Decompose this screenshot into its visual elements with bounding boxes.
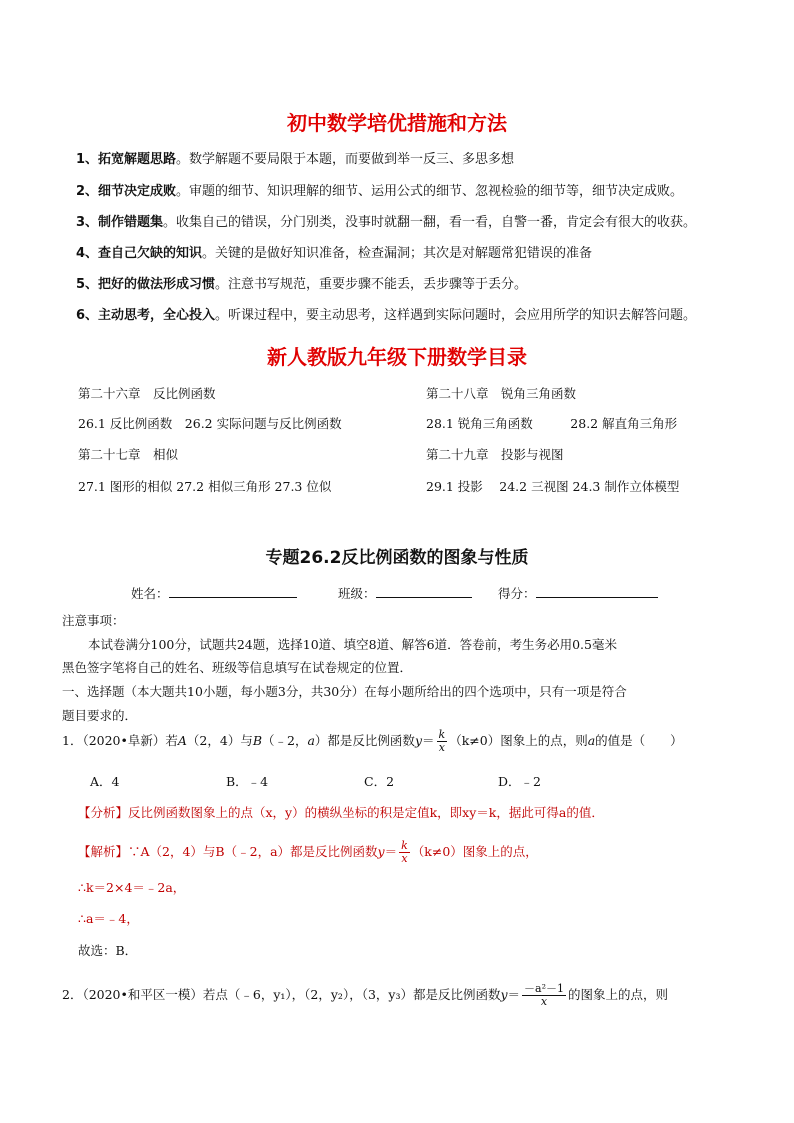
toc-sections: 29.1 投影 24.2 三视图 24.3 制作立体模型 <box>426 479 680 494</box>
score-blank[interactable] <box>536 585 658 598</box>
answer-text: 故选：B． <box>78 943 138 958</box>
tip-item: 5、把好的做法形成习惯。注意书写规范，重要步骤不能丢，丢步骤等于丢分。 <box>76 277 528 292</box>
fraction-k-over-x: $\frac{k}{x}$ <box>438 728 446 754</box>
tip-item: 6、主动思考，全心投入。听课过程中，要主动思考，这样遇到实际问题时，会应用所学的知识去解答问题。 <box>76 308 697 323</box>
option-b[interactable]: B．﹣4 <box>226 774 269 789</box>
fraction-k-over-x: $\frac{k}{x}$ <box>401 839 408 865</box>
notice-text: 本试卷满分100分，试题共24题，选择10道、填空8道、解答6道．答卷前，考生务必用0.5毫米 <box>88 637 617 652</box>
toc-chapter: 第二十六章 反比例函数 <box>78 386 216 401</box>
question-1-stem: 1．（2020•阜新）若A（2，4）与B（﹣2，a）都是反比例函数y＝ $\frac{k}{x}$ （k≠0）图象上的点，则a的值是（ ） <box>62 728 683 754</box>
score-field[interactable] <box>498 584 658 602</box>
toc-sections: 26.1 反比例函数 26.2 实际问题与反比例函数 <box>78 416 342 431</box>
option-a[interactable]: A．4 <box>90 774 120 789</box>
exam-title: 专题26.2反比例函数的图象与性质 <box>265 548 529 568</box>
solution-step: ∴k＝2×4＝﹣2a， <box>78 880 186 895</box>
toc-sections: 27.1 图形的相似 27.2 相似三角形 27.3 位似 <box>78 479 332 494</box>
class-blank[interactable] <box>376 585 472 598</box>
name-blank[interactable] <box>169 585 297 598</box>
page-title: 初中数学培优措施和方法 <box>287 111 507 135</box>
toc-chapter: 第二十八章 锐角三角函数 <box>426 386 577 401</box>
tip-item: 4、查自己欠缺的知识。关键的是做好知识准备，检查漏洞；其次是对解题常犯错误的准备 <box>76 246 593 261</box>
notice-text: 黑色签字笔将自己的姓名、班级等信息填写在试卷规定的位置． <box>62 660 413 675</box>
notice-label: 注意事项： <box>62 613 125 628</box>
class-field[interactable] <box>338 584 472 602</box>
analysis-text: 【分析】反比例函数图象上的点（x，y）的横纵坐标的积是定值k，即xy＝k，据此可得a的值． <box>78 805 604 820</box>
section-heading: 一、选择题（本大题共10小题，每小题3分，共30分）在每小题所给出的四个选项中，只有一项是符合 <box>62 684 627 699</box>
option-d[interactable]: D．﹣2 <box>498 774 541 789</box>
tip-item: 3、制作错题集。收集自己的错误，分门别类，没事时就翻一翻，看一看，自警一番，肯定会有很大的收获。 <box>76 215 697 230</box>
toc-sections: 28.1 锐角三角函数 28.2 解直角三角形 <box>426 416 678 431</box>
toc-chapter: 第二十九章 投影与视图 <box>426 447 564 462</box>
toc-title: 新人教版九年级下册数学目录 <box>267 345 527 369</box>
class-label: 班级： <box>338 586 376 601</box>
name-label: 姓名： <box>131 586 169 601</box>
option-c[interactable]: C．2 <box>364 774 395 789</box>
solution-text: 【解析】∵A（2，4）与B（﹣2，a）都是反比例函数y＝ $\frac{k}{x}$ （k≠0）图象上的点， <box>78 839 538 865</box>
solution-step: ∴a＝﹣4， <box>78 911 139 926</box>
section-heading: 题目要求的． <box>62 708 138 723</box>
toc-chapter: 第二十七章 相似 <box>78 447 179 462</box>
score-label: 得分： <box>498 586 536 601</box>
tip-item: 1、拓宽解题思路。数学解题不要局限于本题，而要做到举一反三、多思多想 <box>76 152 515 167</box>
fraction-expression: $\frac{\text{－a²－1}}{x}$ <box>524 982 565 1008</box>
tip-item: 2、细节决定成败。审题的细节、知识理解的细节、运用公式的细节、忽视检验的细节等，细节决定成败。 <box>76 184 684 199</box>
question-2-stem: 2．（2020•和平区一模）若点（﹣6，y₁），（2，y₂），（3，y₃）都是反比例函数y＝ $\frac{\text{－a²－1}}{x}$ 的图象上的点，则 <box>62 982 669 1008</box>
name-field[interactable] <box>131 584 297 602</box>
